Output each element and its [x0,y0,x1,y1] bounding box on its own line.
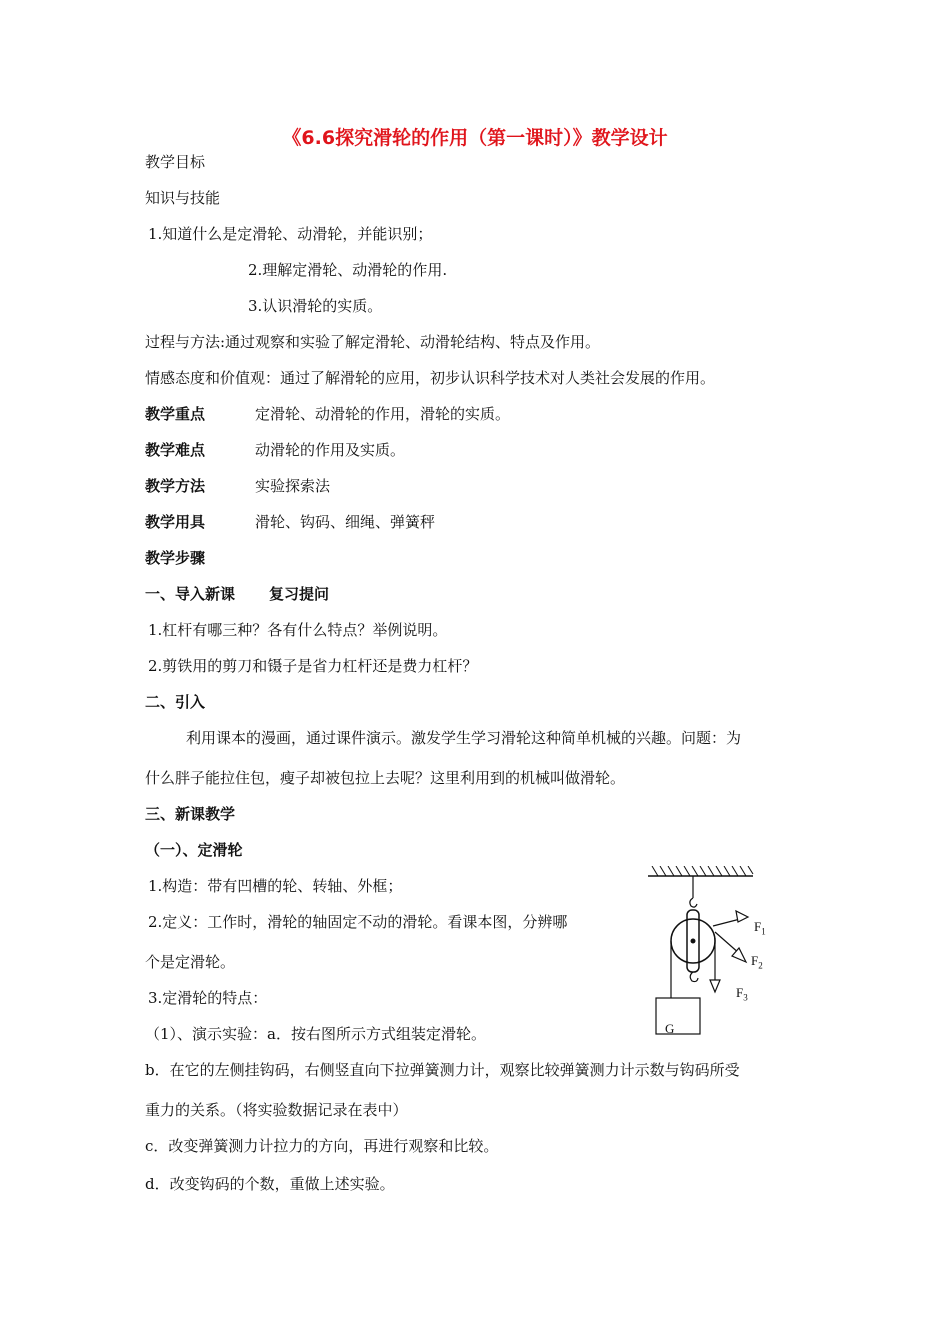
section2-paragraph-line2: 什么胖子能拉住包，瘦子却被包拉上去呢？这里利用到的机械叫做滑轮。 [145,769,626,787]
section1-item-1: 1.杠杆有哪三种？各有什么特点？举例说明。 [148,621,448,639]
objectives-heading: 教学目标 [145,153,206,171]
fixed-pulley-heading: （一）、定滑轮 [145,841,243,859]
section3-line-1: 1.构造：带有凹槽的轮、转轴、外框； [148,877,403,895]
info-value: 滑轮、钩码、细绳、弹簧秤 [255,513,436,531]
label-f1: $F_1$ [754,919,766,937]
section3-line-2: 2.定义：工作时，滑轮的轴固定不动的滑轮。看课本图，分辨哪 [148,913,568,931]
objective-item-3: 3.认识滑轮的实质。 [248,297,383,315]
pulley-drawing [640,866,760,1041]
objective-item-1: 1.知道什么是定滑轮、动滑轮，并能识别； [148,225,433,243]
info-value: 实验探索法 [255,477,331,495]
process-method-text: 过程与方法:通过观察和实验了解定滑轮、动滑轮结构、特点及作用。 [145,333,601,351]
attitude-values-text: 情感态度和价值观：通过了解滑轮的应用，初步认识科学技术对人类社会发展的作用。 [145,369,716,387]
arrow-f2 [732,948,746,962]
top-hook [690,898,697,907]
section2-paragraph-line1: 利用课本的漫画，通过课件演示。激发学生学习滑轮这种简单机械的兴趣。问题：为 [186,729,742,747]
knowledge-skills-heading: 知识与技能 [145,189,221,207]
info-row-difficulty [145,440,405,460]
section3-heading: 三、新课教学 [145,805,236,823]
section3-line-3: 个是定滑轮。 [145,953,236,971]
info-row-method [145,476,330,496]
info-row-tools [145,512,435,532]
fixed-pulley-diagram [640,866,766,1041]
info-label: 教学方法 [145,477,206,495]
section3-line-5: （1）、演示实验：a．按右图所示方式组装定滑轮。 [145,1025,486,1043]
section1-subtitle: 复习提问 [269,585,330,603]
label-f2: $F_2$ [751,953,763,971]
info-label: 教学用具 [145,513,206,531]
pulley-axle [691,939,696,944]
steps-heading: 教学步骤 [145,549,206,567]
section3-line-9: d．改变钩码的个数，重做上述实验。 [145,1175,395,1193]
arrow-f1 [736,911,748,922]
section3-line-4: 3.定滑轮的特点： [148,989,268,1007]
section3-line-7: 重力的关系。（将实验数据记录在表中） [145,1101,408,1119]
section3-line-6: b．在它的左侧挂钩码，右侧竖直向下拉弹簧测力计，观察比较弹簧测力计示数与钩码所受 [145,1061,740,1079]
ceiling-hatching [652,866,753,876]
section1-heading [145,584,329,604]
section3-line-8: c．改变弹簧测力计拉力的方向，再进行观察和比较。 [145,1137,499,1155]
weight-block [656,998,700,1034]
section1-item-2: 2.剪铁用的剪刀和镊子是省力杠杆还是费力杠杆？ [148,657,478,675]
info-label: 教学重点 [145,405,206,423]
document-title: 《6.6探究滑轮的作用（第一课时）》教学设计 [282,127,668,149]
info-value: 定滑轮、动滑轮的作用，滑轮的实质。 [255,405,511,423]
section1-title: 一、导入新课 [145,585,236,603]
objective-item-2: 2.理解定滑轮、动滑轮的作用. [248,261,448,279]
label-f3: $F_3$ [736,985,748,1003]
info-label: 教学难点 [145,441,206,459]
label-weight: G [665,1021,675,1036]
arrow-f3 [710,980,720,992]
info-row-focus [145,404,510,424]
info-value: 动滑轮的作用及实质。 [255,441,406,459]
section2-heading: 二、引入 [145,693,206,711]
bottom-hook [690,972,698,982]
